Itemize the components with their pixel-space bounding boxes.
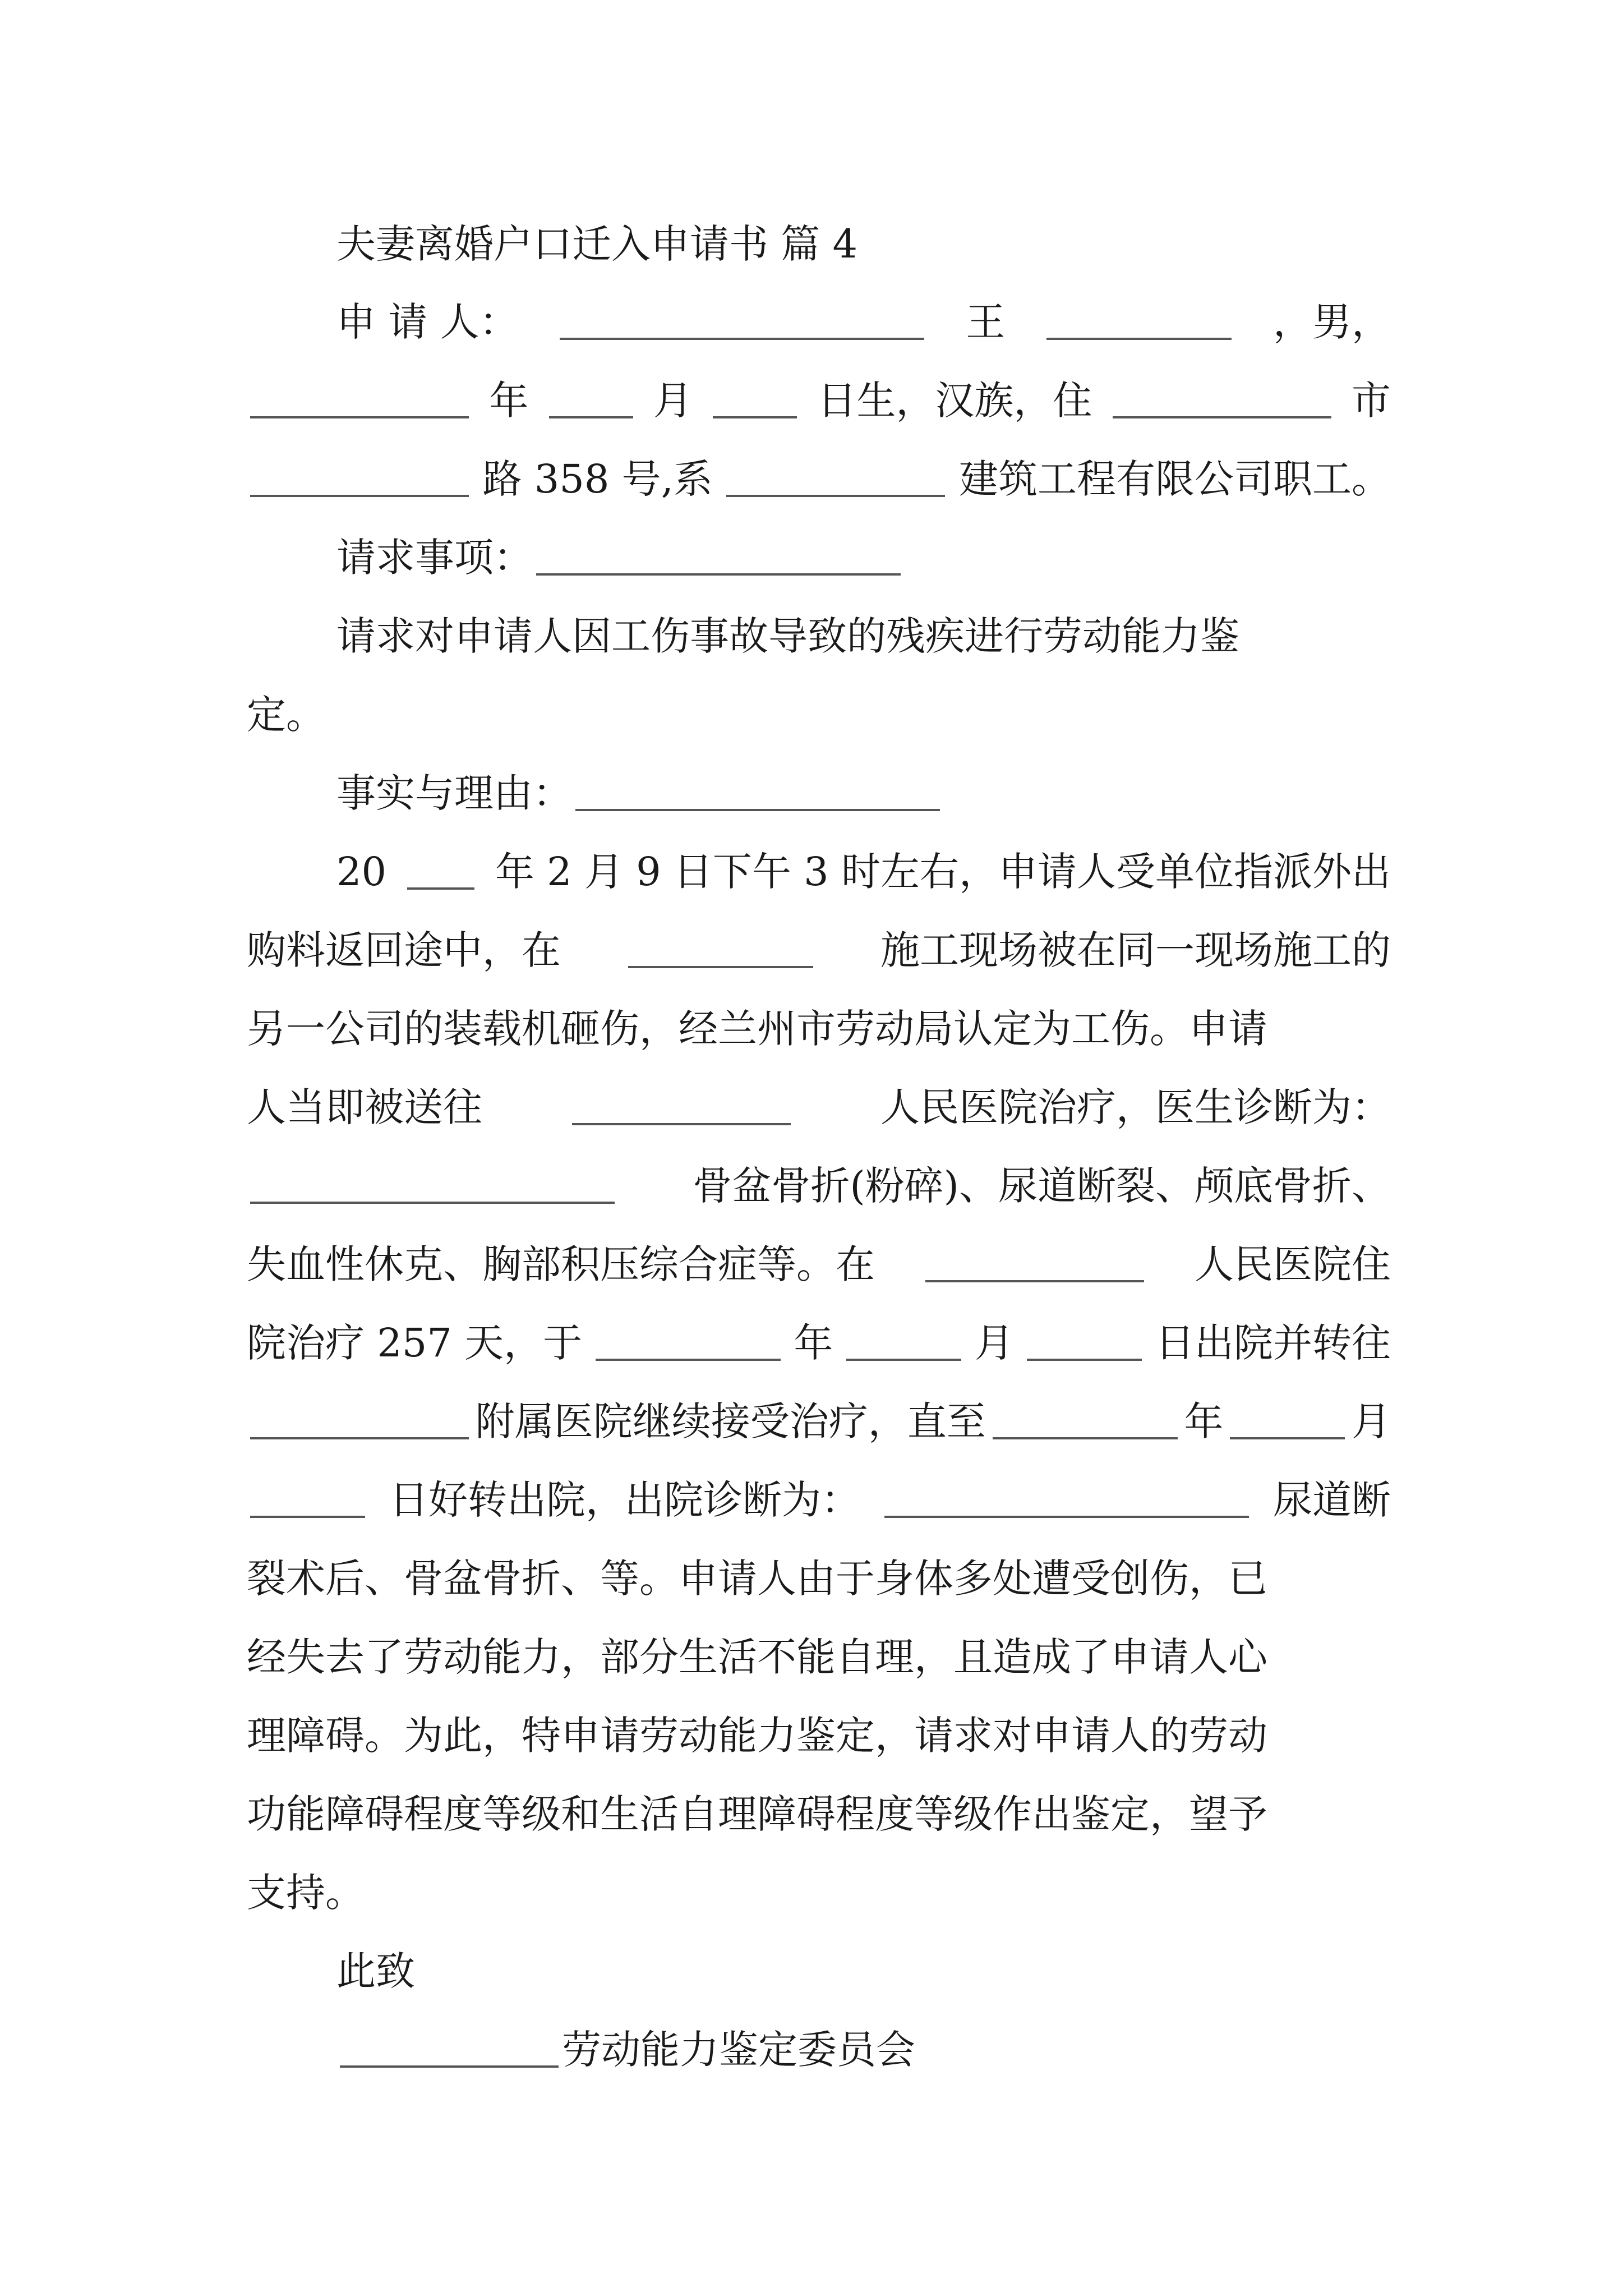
document-title xyxy=(336,205,1391,283)
doc-text: 建筑工程有限公司职工。 xyxy=(958,456,1391,502)
doc-line-7 xyxy=(336,754,1391,832)
doc-text: 附属医院继续接受治疗，直至 xyxy=(475,1398,986,1444)
doc-text: 理障碍。为此，特申请劳动能力鉴定，请求对申请人的劳动 xyxy=(247,1713,1267,1759)
fill-blank[interactable] xyxy=(1027,1325,1142,1361)
fill-blank[interactable] xyxy=(536,540,901,576)
fill-blank[interactable] xyxy=(250,1482,365,1518)
doc-text: 月 xyxy=(974,1320,1014,1366)
fill-blank[interactable] xyxy=(560,304,924,340)
doc-text: 骨盆骨折(粉碎)、尿道断裂、颅底骨折、 xyxy=(693,1163,1391,1209)
fill-blank[interactable] xyxy=(407,854,474,890)
fill-blank[interactable] xyxy=(250,1168,615,1204)
doc-text: 请求对申请人因工伤事故导致的残疾进行劳动能力鉴 xyxy=(336,613,1239,659)
fill-blank[interactable] xyxy=(993,1404,1178,1439)
doc-text: 月 xyxy=(653,378,693,424)
doc-text: 人民医院治疗，医生诊断为： xyxy=(880,1084,1391,1130)
doc-line-23 xyxy=(336,2010,1391,2089)
fill-blank[interactable] xyxy=(572,1089,791,1125)
doc-text: 日好转出院，出院诊断为： xyxy=(389,1477,860,1523)
doc-text: 请求事项： xyxy=(336,535,533,581)
doc-text: 王 xyxy=(966,299,1006,345)
doc-line-13 xyxy=(247,1225,1391,1304)
doc-line-18 xyxy=(247,1618,1391,1696)
fill-blank[interactable] xyxy=(726,461,945,497)
doc-text: 失血性休克、胸部积压综合症等。在 xyxy=(247,1241,875,1287)
fill-blank[interactable] xyxy=(846,1325,961,1361)
doc-text: 定。 xyxy=(247,692,325,738)
doc-text: 日出院并转往 xyxy=(1155,1320,1391,1366)
doc-text: 20 xyxy=(336,849,387,895)
doc-text: 年 xyxy=(1184,1398,1224,1444)
doc-text: 年 2 月 9 日下午 3 时左右，申请人受单位指派外出 xyxy=(495,849,1391,895)
doc-text: 日生，汉族，住 xyxy=(817,378,1092,424)
fill-blank[interactable] xyxy=(1113,383,1331,418)
doc-line-17 xyxy=(247,1539,1391,1618)
doc-text: 劳动能力鉴定委员会 xyxy=(562,2027,915,2073)
doc-text: 此致 xyxy=(336,1948,415,1994)
doc-text: 院治疗 257 天，于 xyxy=(247,1320,583,1366)
fill-blank[interactable] xyxy=(713,383,797,418)
fill-blank[interactable] xyxy=(549,383,633,418)
fill-blank[interactable] xyxy=(884,1482,1249,1518)
doc-line-20 xyxy=(247,1775,1391,1853)
fill-blank[interactable] xyxy=(628,932,813,968)
doc-line-3 xyxy=(247,440,1391,518)
doc-line-15 xyxy=(247,1382,1391,1461)
doc-text: 裂术后、骨盆骨折、等。申请人由于身体多处遭受创伤，已 xyxy=(247,1556,1267,1602)
doc-line-21 xyxy=(247,1853,1391,1932)
fill-blank[interactable] xyxy=(340,2032,559,2068)
doc-line-19 xyxy=(247,1696,1391,1775)
doc-line-2 xyxy=(247,361,1391,440)
doc-text: 月 xyxy=(1351,1398,1391,1444)
document-title-text: 夫妻离婚户口迁入申请书 篇 4 xyxy=(336,221,858,267)
fill-blank[interactable] xyxy=(596,1325,781,1361)
fill-blank[interactable] xyxy=(250,383,469,418)
doc-text: 人民医院住 xyxy=(1195,1241,1391,1287)
doc-text: 经失去了劳动能力，部分生活不能自理，且造成了申请人心 xyxy=(247,1634,1267,1680)
fill-blank[interactable] xyxy=(1230,1404,1345,1439)
doc-text: 支持。 xyxy=(247,1870,365,1916)
doc-text: 施工现场被在同一现场施工的 xyxy=(880,927,1391,973)
doc-line-22 xyxy=(336,1932,1391,2010)
doc-line-6 xyxy=(247,675,1391,754)
doc-line-8 xyxy=(336,832,1391,911)
fill-blank[interactable] xyxy=(1046,304,1232,340)
doc-text: 路 358 号,系 xyxy=(482,456,713,502)
fill-blank[interactable] xyxy=(250,461,469,497)
fill-blank[interactable] xyxy=(250,1404,469,1439)
doc-line-12 xyxy=(247,1147,1391,1225)
doc-line-11 xyxy=(247,1068,1391,1147)
doc-text: 购料返回途中，在 xyxy=(247,927,561,973)
doc-text: 申 请 人： xyxy=(336,299,519,345)
doc-line-4 xyxy=(336,518,1391,597)
doc-text: 市 xyxy=(1351,378,1391,424)
doc-text: 年 xyxy=(794,1320,833,1366)
doc-text: 尿道断 xyxy=(1273,1477,1391,1523)
doc-text: 事实与理由： xyxy=(336,770,572,816)
doc-line-10 xyxy=(247,990,1391,1068)
doc-text: 另一公司的装载机砸伤，经兰州市劳动局认定为工伤。申请 xyxy=(247,1006,1267,1052)
doc-line-16 xyxy=(247,1461,1391,1539)
doc-line-9 xyxy=(247,911,1391,990)
doc-line-14 xyxy=(247,1304,1391,1382)
doc-text: 年 xyxy=(489,378,529,424)
fill-blank[interactable] xyxy=(575,775,940,811)
doc-line-1 xyxy=(336,283,1391,361)
fill-blank[interactable] xyxy=(925,1246,1144,1282)
doc-text: 人当即被送往 xyxy=(247,1084,482,1130)
doc-line-5 xyxy=(336,597,1391,675)
doc-text: ，男， xyxy=(1272,299,1391,345)
doc-text: 功能障碍程度等级和生活自理障碍程度等级作出鉴定，望予 xyxy=(247,1791,1267,1837)
